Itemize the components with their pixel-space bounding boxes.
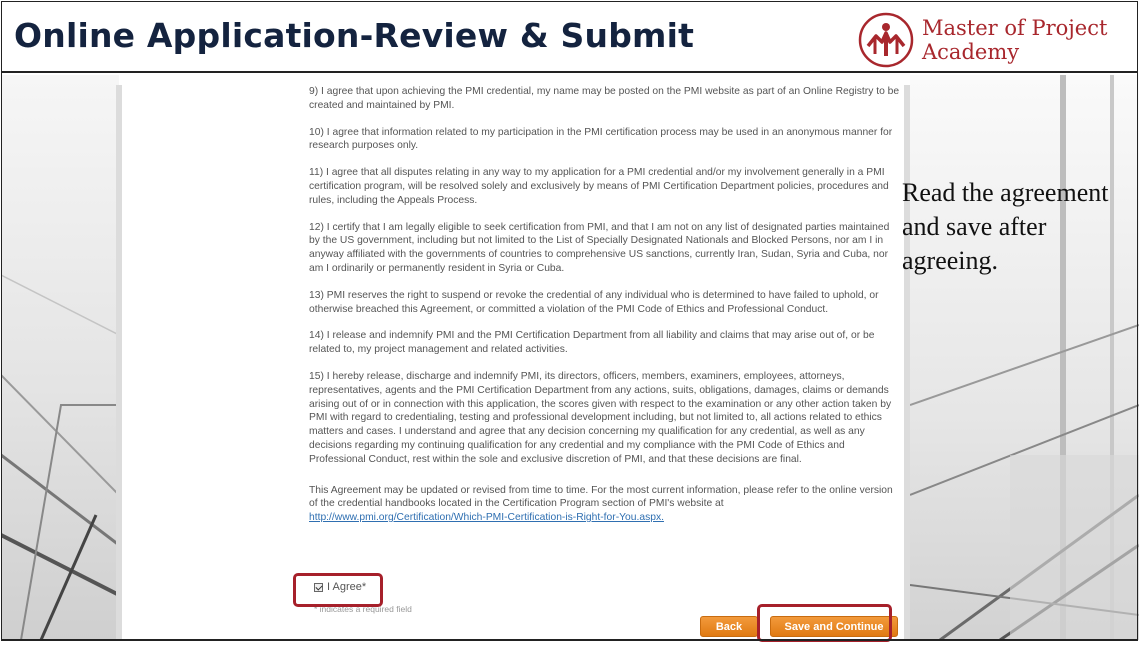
frame-border-left (1, 73, 2, 641)
agree-label: I Agree* (327, 581, 367, 593)
agree-highlight-box (293, 573, 383, 607)
agreement-clause: 9) I agree that upon achieving the PMI credential, my name may be posted on the PMI website as part of an Online Registry to be created and maintained by PMI. (309, 86, 900, 111)
agreement-clause: 10) I agree that information related to my participation in the PMI certification process may be used in an anonymous manner for research purposes only. (309, 126, 893, 152)
frame-border-bottom (1, 639, 1138, 641)
agreement-clause: 13) PMI reserves the right to suspend or revoke the credential of any individual who is determined to have failed to uphold, or otherwise breached this Agreement, or committed a violation of the PMI Code of Ethics and Professional Conduct. (309, 289, 879, 315)
logo-text (922, 16, 1107, 64)
agreement-terms (309, 85, 901, 538)
slide-header (1, 1, 1138, 73)
slide-title: Online Application-Review & Submit (14, 16, 695, 55)
back-button[interactable]: Back (700, 616, 758, 637)
agreement-clause: 11) I agree that all disputes relating in any way to my application for a PMI credential and/or my involvement generally in a PMI certification program, will be resolved solely and exclusively by means of PMI Certification Department policies, procedures and rules, including the Appeals Process. (309, 167, 889, 206)
save-highlight-box (757, 604, 892, 642)
figure-logo-icon (858, 12, 914, 68)
save-and-continue-button[interactable]: Save and Continue (770, 616, 898, 637)
application-screenshot-panel (116, 85, 910, 640)
academy-logo (858, 11, 1128, 69)
background-architecture-right (910, 75, 1139, 640)
logo-line-2: Academy (922, 40, 1020, 64)
update-notice (309, 484, 901, 525)
pmi-certification-link[interactable]: http://www.pmi.org/Certification/Which-PMI-Certification-is-Right-for-You.aspx. (309, 512, 664, 524)
instruction-text: Read the agreement and save after agreeing. (902, 178, 1109, 275)
update-notice-text: This Agreement may be updated or revised from time to time. For the most current information, please refer to the online version of the credential handbooks located in the Certification Program section of PMI's website at (309, 484, 893, 510)
logo-line-1: Master of Project (922, 16, 1108, 40)
agreement-clause: 14) I release and indemnify PMI and the PMI Certification Department from all liability and claims that may arise out of, or be related to, my project management and related activities. (309, 330, 875, 356)
agreement-clause: 12) I certify that I am legally eligible to seek certification from PMI, and that I am not on any list of designated parties maintained by the US government, including but not limited to the List of Specially Designated Nationals and Blocked Persons, nor am I in anyway affiliated with the governments of countries to comprehensive US sanctions, currently Iran, Sudan, Syria and Cuba, nor am I ordinarily or permanently resident in Syria or Cuba. (309, 221, 890, 274)
required-field-note: * indicates a required field (314, 604, 412, 614)
agreement-clause: 15) I hereby release, discharge and indemnify PMI, its directors, officers, members, examiners, employees, attorneys, representatives, agents and the PMI Certification Department from any actions, suits, obligations, damages, claims or demands arising out of or in connection with this application, the scores given with respect to the examination or any other action taken by PMI with regard to credentialing, testing and professional development including, but not limited to, all actions related to ethics matters and cases. I understand and agree that any decision concerning my qualification for any credential, as well as any decisions regarding my continuing qualification for any credential and my compliance with the PMI Code of Ethics and Professional Conduct, rest within the sole and exclusive discretion of PMI, and that these decisions are final. (309, 370, 892, 465)
background-architecture-left (1, 75, 119, 640)
frame-border-right (1137, 73, 1138, 641)
